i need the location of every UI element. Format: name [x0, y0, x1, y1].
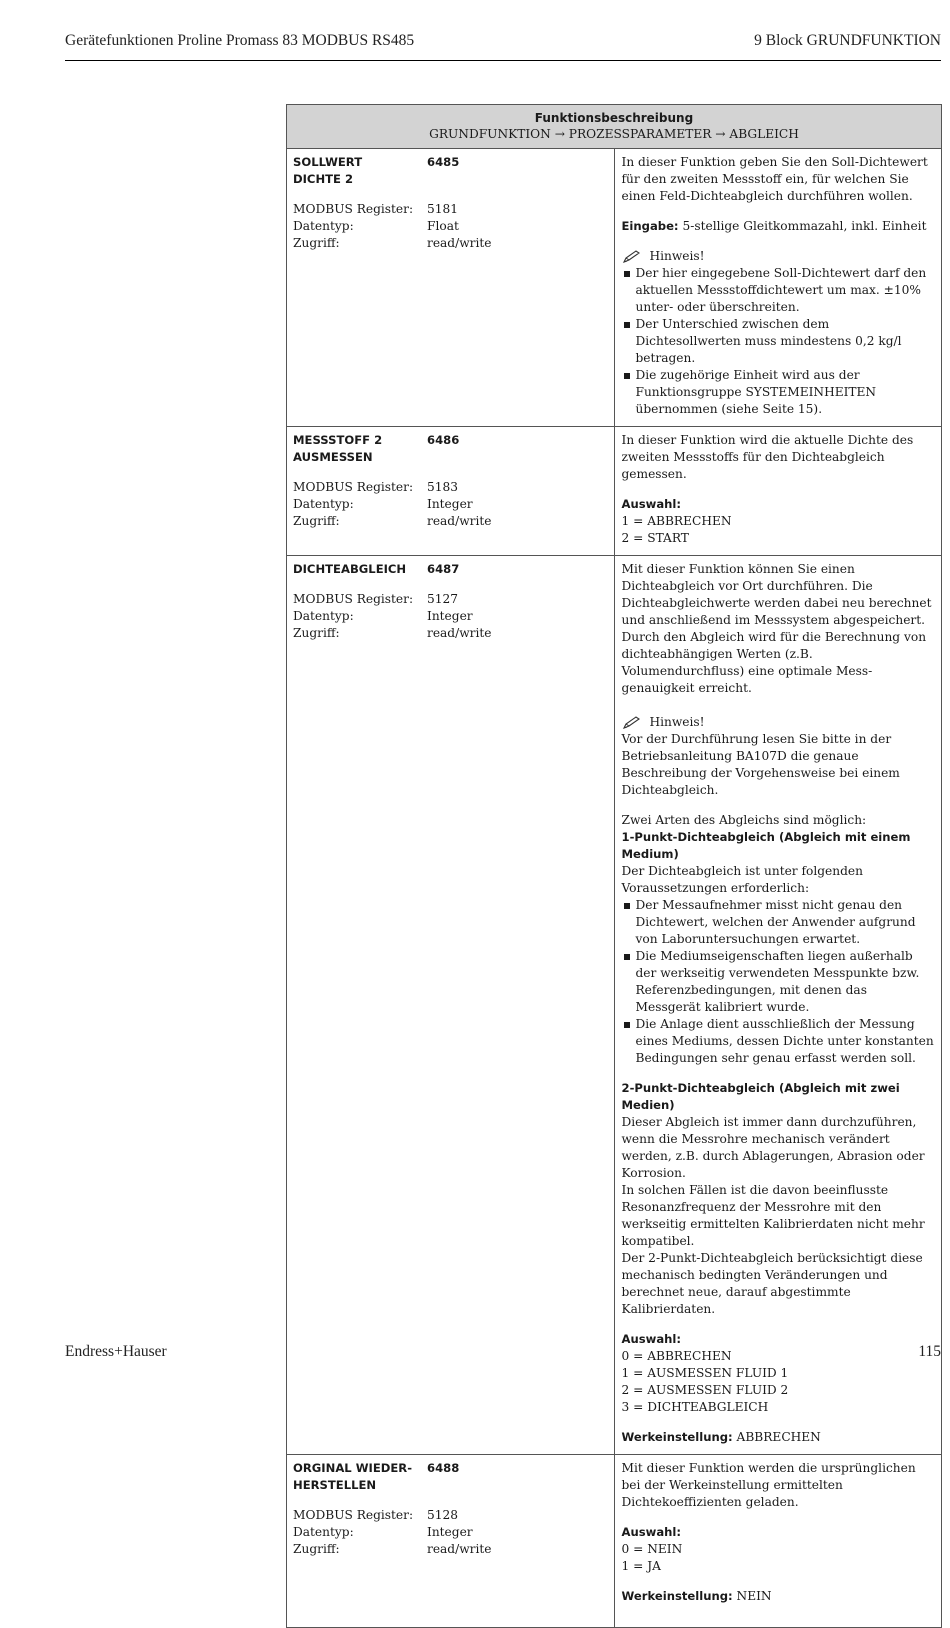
option-item: 0 = NEIN [621, 1542, 683, 1556]
function-number: 6487 [427, 562, 460, 576]
function-description-cell [614, 149, 942, 427]
access-value: read/write [427, 514, 492, 528]
table-row [287, 427, 942, 556]
two-point-text: Dieser Abgleich ist immer dann durchzuführen, wenn die Messrohre mechanisch verändert werden, z.B. durch Ablagerungen, Abrasion oder Korrosion. [621, 1115, 925, 1180]
table-title: Funktionsbeschreibung [534, 111, 694, 125]
function-name: MESSSTOFF 2 AUSMESSEN [293, 433, 383, 464]
function-meta-cell [287, 427, 615, 556]
option-item: 1 = ABBRECHEN [621, 514, 732, 528]
option-item: 1 = AUSMESSEN FLUID 1 [621, 1366, 789, 1380]
note-heading: Hinweis! [622, 714, 936, 731]
datatype-value: Integer [427, 609, 473, 623]
list-item: Die Anlage dient ausschließlich der Messung eines Mediums, dessen Dichte unter konstanten Bedingungen sehr genau erfasst werden soll. [622, 1016, 936, 1067]
option-item: 2 = AUSMESSEN FLUID 2 [621, 1383, 789, 1397]
table-header [287, 105, 942, 149]
pencil-note-icon [622, 716, 642, 730]
option-item: 2 = START [621, 531, 689, 545]
option-item: 0 = ABBRECHEN [621, 1349, 732, 1363]
list-item: Die Mediumseigenschaften liegen außerhalb der werkseitig verwendeten Messpunkte bzw. Referenzbedingungen, mit denen das Messgerät kalibriert wurde. [622, 948, 936, 1016]
two-types-text: Zwei Arten des Abgleichs sind möglich: [621, 813, 867, 827]
description-text: Mit dieser Funktion können Sie einen Dichteabgleich vor Ort durchführen. Die Dichteabgleichwerte werden dabei neu berechnet und anschließend im Messsystem abgespeichert. Durch den Abgleich wird für die Berechnung von dichteabhängigen Werten (z.B. Volumendurchfluss) eine optimale Mess-genauigkeit erreicht. [621, 562, 932, 695]
register-value: 5128 [427, 1508, 459, 1522]
note-list [622, 265, 936, 418]
register-value: 5183 [427, 480, 459, 494]
footer-brand: Endress+Hauser [65, 1343, 167, 1360]
function-meta: MODBUS Register: 5183 Datentyp: Integer Zugriff: read/write [293, 480, 492, 528]
function-name: ORGINAL WIEDER- HERSTELLEN [293, 1461, 413, 1492]
factory-setting: Werkeinstellung: NEIN [621, 1589, 772, 1603]
function-number: 6486 [427, 433, 460, 447]
function-name: DICHTEABGLEICH [293, 562, 407, 576]
page-number: 115 [918, 1343, 941, 1360]
choice-label: Auswahl: [621, 1332, 682, 1346]
description-text: In dieser Funktion wird die aktuelle Dichte des zweiten Messstoffs für den Dichteabgleich gemessen. [621, 433, 914, 481]
description-text: Mit dieser Funktion werden die ursprünglichen bei der Werkeinstellung ermittelten Dichtekoeffizienten geladen. [621, 1461, 916, 1509]
two-point-title: 2-Punkt-Dichteabgleich (Abgleich mit zwei Medien) [621, 1081, 900, 1112]
function-table [286, 104, 942, 1628]
function-number: 6488 [427, 1461, 460, 1475]
table-row [287, 149, 942, 427]
list-item: Der hier eingegebene Soll-Dichtewert darf den aktuellen Messstoffdichtewert um max. ±10% unter- oder überschreiten. [622, 265, 936, 316]
choice-label: Auswahl: [621, 497, 682, 511]
two-point-text: In solchen Fällen ist die davon beeinflusste Resonanzfrequenz der Messrohre mit den werkseitig ermittelten Kalibrierdaten nicht mehr kompatibel. [621, 1183, 925, 1248]
running-header-section: 9 Block GRUNDFUNKTION [754, 32, 941, 49]
function-meta-cell [287, 149, 615, 427]
access-value: read/write [427, 1542, 492, 1556]
function-name: SOLLWERT DICHTE 2 [293, 155, 363, 186]
datatype-value: Integer [427, 1525, 473, 1539]
access-value: read/write [427, 236, 492, 250]
option-item: 1 = JA [621, 1559, 661, 1573]
list-item: Die zugehörige Einheit wird aus der Funktionsgruppe SYSTEMEINHEITEN übernommen (siehe Seite 15). [622, 367, 936, 418]
factory-setting: Werkeinstellung: ABBRECHEN [621, 1430, 821, 1444]
two-point-text: Der 2-Punkt-Dichteabgleich berücksichtigt diese mechanisch bedingten Veränderungen und berechnet neue, darauf abgestimmte Kalibrierdaten. [621, 1251, 923, 1316]
function-meta: MODBUS Register: 5128 Datentyp: Integer Zugriff: read/write [293, 1508, 492, 1556]
one-point-intro: Der Dichteabgleich ist unter folgenden Voraussetzungen erforderlich: [621, 864, 863, 895]
function-meta: MODBUS Register: 5127 Datentyp: Integer Zugriff: read/write [293, 592, 492, 640]
register-value: 5127 [427, 592, 459, 606]
function-description-cell [614, 1455, 942, 1628]
option-item: 3 = DICHTEABGLEICH [621, 1400, 769, 1414]
note-text: Vor der Durchführung lesen Sie bitte in der Betriebsanleitung BA107D die genaue Beschreibung der Vorgehensweise bei einem Dichteabgleich. [621, 732, 900, 797]
list-item: Der Unterschied zwischen dem Dichtesollwerten muss mindestens 0,2 kg/l betragen. [622, 316, 936, 367]
description-text: In dieser Funktion geben Sie den Soll-Dichtewert für den zweiten Messstoff ein, für welchen Sie einen Feld-Dichteabgleich durchführen wollen. [621, 155, 928, 203]
table-row [287, 1455, 942, 1628]
pencil-note-icon [622, 250, 642, 264]
header-rule [65, 60, 941, 61]
table-path: GRUNDFUNKTION → PROZESSPARAMETER → ABGLEICH [429, 127, 799, 141]
table-row [287, 556, 942, 1455]
function-meta-cell [287, 1455, 615, 1628]
function-number: 6485 [427, 155, 460, 169]
list-item: Der Messaufnehmer misst nicht genau den Dichtewert, welchen der Anwender aufgrund von Laboruntersuchungen erwartet. [622, 897, 936, 948]
datatype-value: Float [427, 219, 459, 233]
access-value: read/write [427, 626, 492, 640]
running-header-title: Gerätefunktionen Proline Promass 83 MODBUS RS485 [65, 32, 415, 49]
datatype-value: Integer [427, 497, 473, 511]
register-value: 5181 [427, 202, 459, 216]
table-header-row [287, 105, 942, 149]
input-line: Eingabe: 5-stellige Gleitkommazahl, inkl. Einheit [621, 219, 927, 233]
condition-list [622, 897, 936, 1067]
function-description-cell [614, 556, 942, 1455]
function-meta-cell [287, 556, 615, 1455]
function-description-cell [614, 427, 942, 556]
note-heading: Hinweis! [622, 248, 936, 265]
function-meta: MODBUS Register: 5181 Datentyp: Float Zugriff: read/write [293, 202, 492, 250]
one-point-title: 1-Punkt-Dichteabgleich (Abgleich mit einem Medium) [621, 830, 911, 861]
choice-label: Auswahl: [621, 1525, 682, 1539]
